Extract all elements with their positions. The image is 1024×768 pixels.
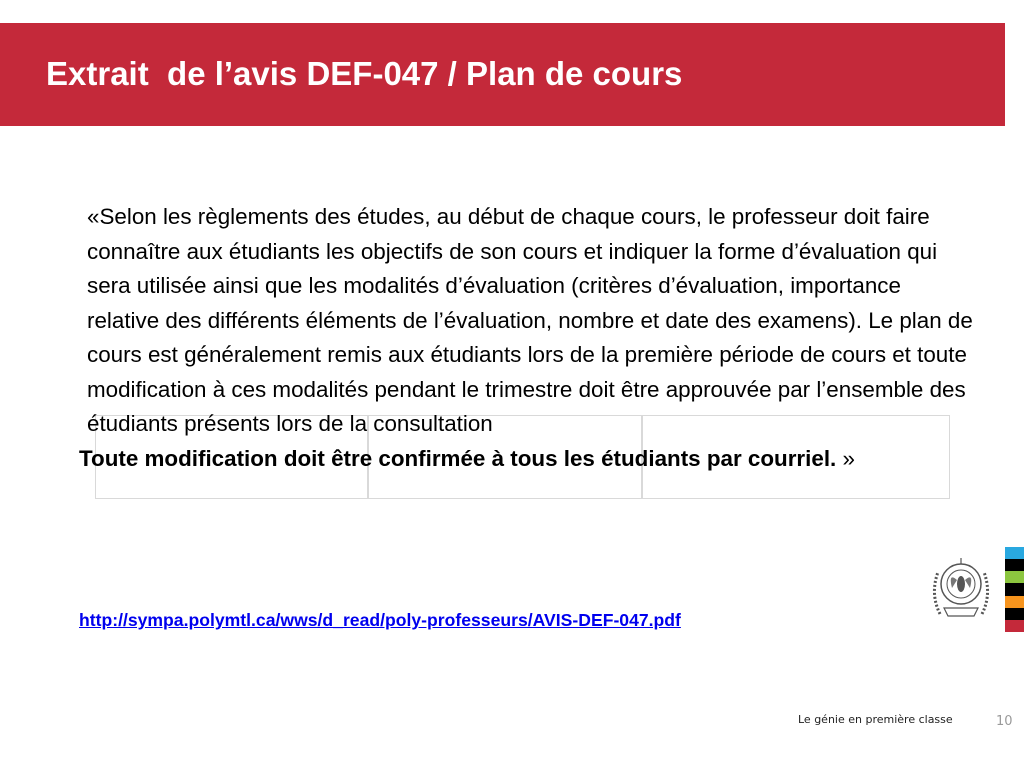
slide-title: Extrait de l’avis DEF-047 / Plan de cours	[46, 55, 683, 92]
avis-pdf-link[interactable]: http://sympa.polymtl.ca/wws/d_read/poly-professeurs/AVIS-DEF-047.pdf	[79, 610, 681, 630]
polytechnique-seal-icon	[926, 554, 996, 624]
strip-segment	[1005, 547, 1024, 559]
quote-paragraph: «Selon les règlements des études, au début de chaque cours, le professeur doit faire connaître aux étudiants les objectifs de son cours et indiquer la forme d’évaluation qui sera utilisée ainsi que les modalités d’évaluation (critères d’évaluation, importance relative des différents éléments de l’évaluation, nombre et date des examens). Le plan de cours est généralement remis aux étudiants lors de la première période de cours et toute modification à ces modalités pendant le trimestre doit être approuvée par l’ensemble des étudiants présents lors de la consultation	[87, 204, 973, 436]
page-number: 10	[996, 714, 1013, 729]
color-strip	[1005, 547, 1024, 632]
strip-segment	[1005, 596, 1024, 608]
strip-segment	[1005, 571, 1024, 583]
strip-segment	[1005, 583, 1024, 595]
strip-segment	[1005, 620, 1024, 632]
closing-quote-mark: »	[836, 445, 855, 471]
footer-tagline: Le génie en première classe	[798, 713, 953, 726]
quote-block	[79, 200, 979, 476]
emphasis-text: Toute modification doit être confirmée à tous les étudiants par courriel.	[79, 445, 837, 471]
strip-segment	[1005, 608, 1024, 620]
emphasis-paragraph	[79, 442, 979, 477]
strip-segment	[1005, 559, 1024, 571]
